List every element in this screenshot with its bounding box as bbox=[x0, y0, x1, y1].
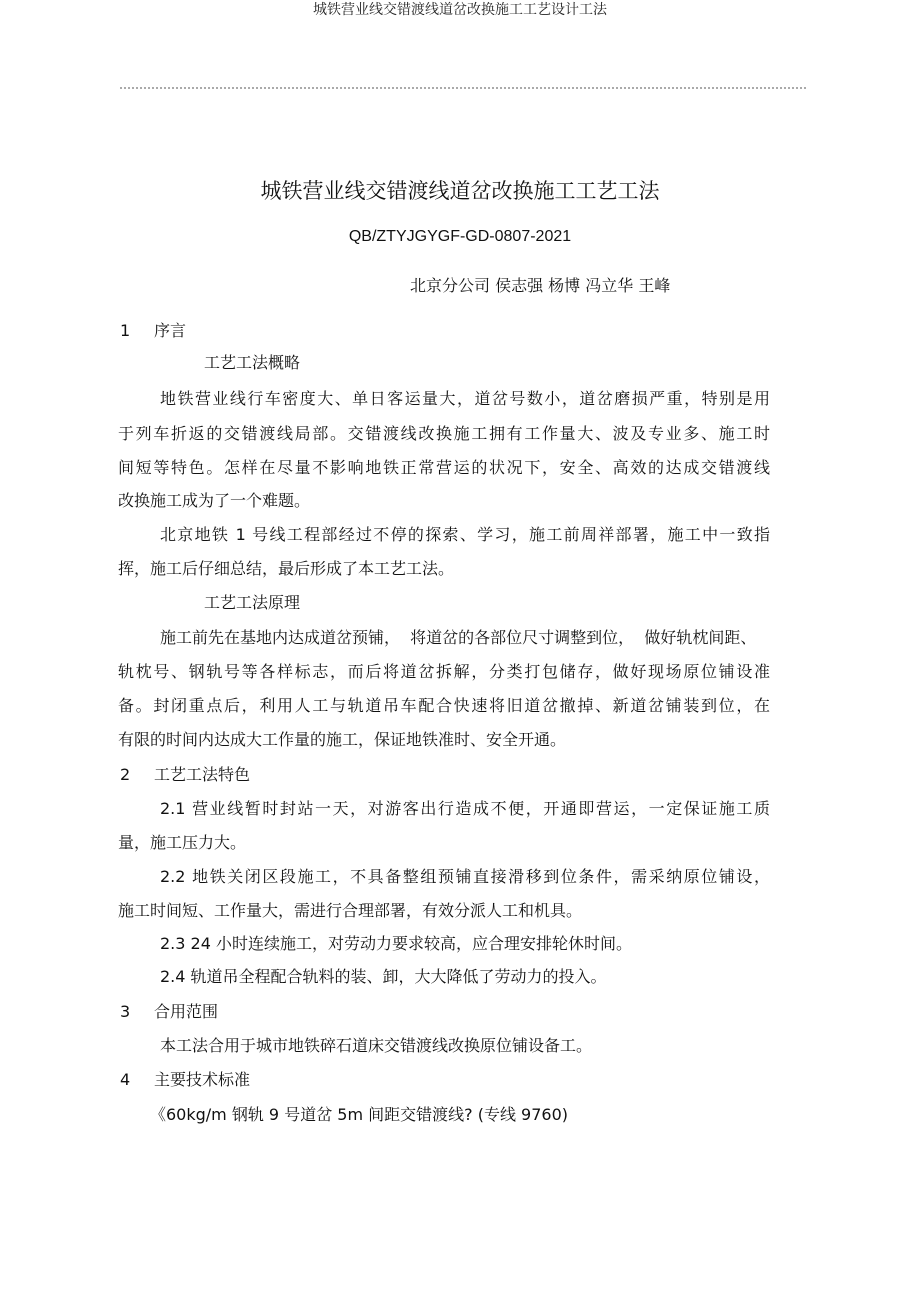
section-title: 主要技术标准 bbox=[154, 1070, 251, 1089]
section-2-heading bbox=[120, 767, 250, 783]
section-1-heading bbox=[120, 323, 186, 339]
paragraph-line: 有限的时间内达成大工作量的施工，保证地铁准时、安全开通。 bbox=[118, 730, 567, 749]
standard-reference: 《60kg/m 钢轨 9 号道岔 5m 间距交错渡线? (专线 9760) bbox=[150, 1105, 569, 1124]
paragraph-line: 备。封闭重点后，利用人工与轨道吊车配合快速将旧道岔撤掉、新道岔铺装到位，在 bbox=[118, 696, 770, 715]
section-title: 工艺工法特色 bbox=[154, 765, 251, 784]
section-title: 序言 bbox=[154, 321, 187, 340]
paragraph-line: 改换施工成为了一个难题。 bbox=[118, 491, 311, 510]
paragraph-line: 间短等特色。怎样在尽量不影响地铁正常营运的状况下，安全、高效的达成交错渡线 bbox=[118, 458, 770, 477]
paragraph-line: 挥，施工后仔细总结，最后形成了本工艺工法。 bbox=[118, 559, 455, 578]
paragraph-line: 于列车折返的交错渡线局部。交错渡线改换施工拥有工作量大、波及专业多、施工时 bbox=[118, 424, 770, 443]
section-number: 1 bbox=[120, 321, 131, 340]
paragraph-line: 本工法合用于城市地铁碎石道床交错渡线改换原位铺设备工。 bbox=[160, 1036, 593, 1055]
running-header: 城铁营业线交错渡线道岔改换施工工艺设计工法 bbox=[313, 2, 607, 18]
subsection-heading: 工艺工法原理 bbox=[204, 593, 301, 612]
paragraph-line: 地铁营业线行车密度大、单日客运量大，道岔号数小，道岔磨损严重，特别是用 bbox=[160, 389, 770, 408]
authors: 北京分公司 侯志强 杨博 冯立华 王峰 bbox=[410, 276, 671, 295]
paragraph-line: 北京地铁 1 号线工程部经过不停的探索、学习，施工前周祥部署，施工中一致指 bbox=[160, 525, 770, 544]
section-number: 3 bbox=[120, 1002, 131, 1021]
list-item-line: 量，施工压力大。 bbox=[118, 833, 247, 852]
section-4-heading bbox=[120, 1072, 250, 1088]
section-3-heading bbox=[120, 1004, 218, 1020]
paragraph-line: 轨枕号、钢轨号等各样标志，而后将道岔拆解，分类打包储存，做好现场原位铺设准 bbox=[118, 662, 770, 681]
section-title: 合用范围 bbox=[154, 1002, 219, 1021]
header-divider bbox=[120, 87, 806, 89]
list-item-line: 2.1 营业线暂时封站一天，对游客出行造成不便，开通即营运，一定保证施工质 bbox=[160, 799, 770, 818]
list-item-line: 2.3 24 小时连续施工，对劳动力要求较高，应合理安排轮休时间。 bbox=[160, 934, 632, 953]
list-item-line: 2.4 轨道吊全程配合轨料的装、卸，大大降低了劳动力的投入。 bbox=[160, 967, 607, 986]
document-code: QB/ZTYJGYGF-GD-0807-2021 bbox=[348, 228, 572, 245]
section-number: 2 bbox=[120, 765, 131, 784]
list-item-line: 施工时间短、工作量大，需进行合理部署，有效分派人工和机具。 bbox=[118, 901, 583, 920]
section-number: 4 bbox=[120, 1070, 131, 1089]
list-item-line: 2.2 地铁关闭区段施工，不具备整组预铺直接滑移到位条件，需采纳原位铺设， bbox=[160, 867, 770, 886]
subsection-heading: 工艺工法概略 bbox=[204, 353, 301, 372]
document-title: 城铁营业线交错渡线道岔改换施工工艺工法 bbox=[260, 179, 660, 203]
paragraph-line: 施工前先在基地内达成道岔预铺， 将道岔的各部位尺寸调整到位， 做好轨枕间距、 bbox=[160, 628, 757, 647]
